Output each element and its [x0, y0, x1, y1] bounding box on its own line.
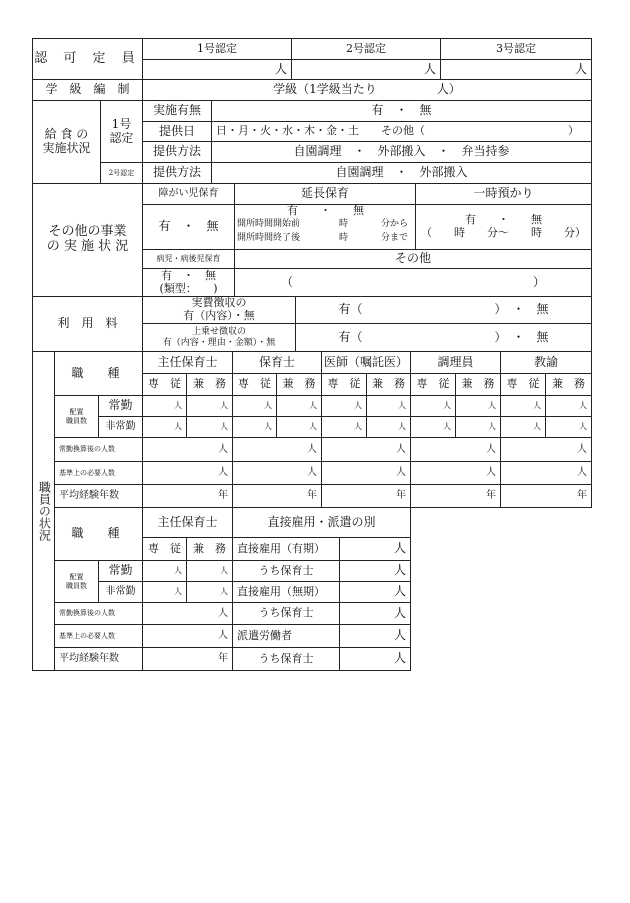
temporary-care-detail — [415, 204, 592, 250]
employment-count-3: 人 — [339, 581, 411, 603]
meal-label — [32, 100, 101, 184]
role-3-full: 専 従 — [321, 373, 367, 396]
sick-care-value-line2: (類型： ) — [159, 281, 218, 295]
role-3-regular-full: 人 — [321, 395, 367, 417]
other-label-2: その他 — [234, 249, 592, 269]
extended-until: 分まで — [381, 233, 409, 243]
role-2-avg-years: 年 — [232, 484, 322, 508]
meal-method-label-1: 提供方法 — [142, 141, 212, 163]
chief-converted: 人 — [142, 602, 233, 625]
capacity-count-3: 人 — [440, 59, 592, 80]
employment-count-1: 人 — [339, 537, 411, 561]
required-label-2: 基準上の必要人数 — [54, 624, 143, 648]
meal-method-value-2: 自園調理 ・ 外部搬入 — [211, 162, 592, 184]
grade-value: 学級（1学級当たり 人） — [142, 79, 592, 101]
role-1-avg-years: 年 — [142, 484, 233, 508]
chief-nonregular-full: 人 — [142, 581, 187, 603]
fee-extra-label — [142, 323, 296, 352]
other-label — [32, 183, 143, 297]
chief-regular-full: 人 — [142, 560, 187, 582]
other-label-line2: の 実 施 状 況 — [46, 239, 129, 254]
role-5-regular-part: 人 — [545, 395, 592, 417]
avg-years-label-2: 平均経験年数 — [54, 647, 143, 671]
regular-label-2: 常勤 — [98, 560, 143, 582]
temporary-care-detail-line1: 有 ・ 無 — [465, 213, 542, 227]
role-4-nonregular-part: 人 — [455, 416, 501, 438]
role-2-regular-full: 人 — [232, 395, 277, 417]
role-1-regular-part: 人 — [186, 395, 233, 417]
meal-label-line1: 給 食 の — [44, 127, 89, 142]
fee-actual-label — [142, 296, 296, 324]
role-3-nonregular-full: 人 — [321, 416, 367, 438]
role-5-full: 専 従 — [500, 373, 546, 396]
employment-row-6: うち保育士 — [232, 647, 340, 671]
avg-years-label: 平均経験年数 — [54, 484, 143, 508]
temporary-care-detail-line2: （ 時 分～ 時 分） — [421, 226, 586, 239]
assigned-label-line1: 配置 — [69, 408, 84, 417]
sick-care-label: 病児・病後児保育 — [142, 249, 235, 269]
role-1-regular-full: 人 — [142, 395, 187, 417]
extended-care-detail — [234, 204, 416, 250]
employment-row-3: 直接雇用（無期） — [232, 581, 340, 603]
role-2-required: 人 — [232, 461, 322, 485]
role-4-regular-part: 人 — [455, 395, 501, 417]
extended-before: 開所時間開始前 — [237, 219, 301, 229]
role-5: 教諭 — [500, 351, 592, 374]
extended-from: 分から — [381, 219, 409, 229]
role-3-required: 人 — [321, 461, 411, 485]
staff-section-label: 職員の状況 — [32, 351, 55, 671]
other-label-line1: その他の事業 — [48, 224, 127, 240]
role-1: 主任保育士 — [142, 351, 233, 374]
role-5-regular-full: 人 — [500, 395, 546, 417]
capacity-type-3: 3号認定 — [440, 38, 592, 60]
role-5-converted: 人 — [500, 437, 592, 462]
role-5-part: 兼 務 — [545, 373, 592, 396]
assigned-label-2-line2: 職員数 — [66, 581, 87, 590]
employment-count-5: 人 — [339, 624, 411, 648]
regular-label: 常勤 — [98, 395, 143, 417]
role-3: 医師（嘱託医） — [321, 351, 411, 374]
temporary-care-label: 一時預かり — [415, 183, 592, 205]
meal-label-line2: 実施状況 — [42, 141, 91, 155]
role-4-converted: 人 — [410, 437, 501, 462]
fee-extra-label-line2: 有（内容・理由・金額）・無 — [162, 337, 276, 348]
capacity-count-1: 人 — [142, 59, 292, 80]
role-3-nonregular-part: 人 — [366, 416, 411, 438]
assigned-label-line2: 職員数 — [66, 416, 87, 425]
capacity-type-2: 2号認定 — [291, 38, 441, 60]
fee-extra-value: 有（ ） ・ 無 — [295, 323, 592, 352]
role-4-regular-full: 人 — [410, 395, 456, 417]
required-label: 基準上の必要人数 — [54, 461, 143, 485]
role-1-converted: 人 — [142, 437, 233, 462]
role-4-full: 専 従 — [410, 373, 456, 396]
meal-days-value: 日・月・火・水・木・金・土 その他（ ） — [211, 121, 592, 142]
chief-nonregular-part: 人 — [186, 581, 233, 603]
role-2-regular-part: 人 — [276, 395, 322, 417]
meal-method-value-1: 自園調理 ・ 外部搬入 ・ 弁当持参 — [211, 141, 592, 163]
converted-label: 常勤換算後の人数 — [54, 437, 143, 462]
role-5-nonregular-part: 人 — [545, 416, 592, 438]
role-1-full: 専 従 — [142, 373, 187, 396]
meal-type1-line1: 1号 — [111, 116, 132, 131]
meal-days-label: 提供日 — [142, 121, 212, 142]
role-5-nonregular-full: 人 — [500, 416, 546, 438]
converted-label-2: 常勤換算後の人数 — [54, 602, 143, 625]
role-4-required: 人 — [410, 461, 501, 485]
job-type-label: 職 種 — [54, 351, 143, 396]
role-4: 調理員 — [410, 351, 501, 374]
employment-count-2: 人 — [339, 560, 411, 582]
sick-care-value-line1: 有 ・ 無 — [161, 268, 216, 282]
role-4-part: 兼 務 — [455, 373, 501, 396]
extended-yes-no: 有 ・ 無 — [287, 204, 364, 217]
chief-full: 専 従 — [142, 537, 187, 561]
capacity-type-1: 1号認定 — [142, 38, 292, 60]
extended-care-label: 延長保育 — [234, 183, 416, 205]
employment-row-5: 派遣労働者 — [232, 624, 340, 648]
role-1-part: 兼 務 — [186, 373, 233, 396]
meal-method-label-2: 提供方法 — [142, 162, 212, 184]
nonregular-label-2: 非常勤 — [98, 581, 143, 603]
role-5-avg-years: 年 — [500, 484, 592, 508]
role-3-regular-part: 人 — [366, 395, 411, 417]
disabled-care-label: 障がい児保育 — [142, 183, 235, 205]
fee-actual-label-line2: 有（内容）・無 — [183, 309, 255, 322]
chief-regular-part: 人 — [186, 560, 233, 582]
role-3-part: 兼 務 — [366, 373, 411, 396]
assigned-label — [54, 395, 99, 438]
role-2-part: 兼 務 — [276, 373, 322, 396]
role-1-nonregular-part: 人 — [186, 416, 233, 438]
assigned-label-2-line1: 配置 — [69, 573, 84, 582]
employment-count-4: 人 — [339, 602, 411, 625]
employment-row-1: 直接雇用（有期） — [232, 537, 340, 561]
employment-row-4: うち保育士 — [232, 602, 340, 625]
role-2: 保育士 — [232, 351, 322, 374]
role-2-nonregular-part: 人 — [276, 416, 322, 438]
other-value: （ ） — [234, 268, 592, 297]
role-5-required: 人 — [500, 461, 592, 485]
fee-extra-label-line1: 上乗せ徴収の — [191, 327, 246, 338]
role-2-nonregular-full: 人 — [232, 416, 277, 438]
chief-role: 主任保育士 — [142, 507, 233, 538]
role-2-converted: 人 — [232, 437, 322, 462]
meal-impl-label: 実施有無 — [142, 100, 212, 122]
role-1-nonregular-full: 人 — [142, 416, 187, 438]
role-3-avg-years: 年 — [321, 484, 411, 508]
meal-impl-value: 有 ・ 無 — [211, 100, 592, 122]
meal-type1 — [100, 100, 143, 163]
meal-type1-line2: 認定 — [109, 130, 134, 145]
role-2-full: 専 従 — [232, 373, 277, 396]
chief-required: 人 — [142, 624, 233, 648]
extended-before-hour: 時 — [339, 219, 349, 229]
role-4-avg-years: 年 — [410, 484, 501, 508]
employment-row-2: うち保育士 — [232, 560, 340, 582]
disabled-care-value: 有 ・ 無 — [142, 204, 235, 250]
grade-label: 学 級 編 制 — [32, 79, 143, 101]
chief-avg-years: 年 — [142, 647, 233, 671]
extended-after-hour: 時 — [339, 233, 349, 243]
fee-actual-label-line1: 実費徴収の — [191, 296, 247, 310]
chief-part: 兼 務 — [186, 537, 233, 561]
fee-label: 利 用 料 — [32, 296, 143, 352]
employment-type-label: 直接雇用・派遣の別 — [232, 507, 411, 538]
role-1-required: 人 — [142, 461, 233, 485]
extended-after: 開所時間終了後 — [237, 233, 301, 243]
role-3-converted: 人 — [321, 437, 411, 462]
role-4-nonregular-full: 人 — [410, 416, 456, 438]
nonregular-label: 非常勤 — [98, 416, 143, 438]
sick-care-value — [142, 268, 235, 297]
meal-type2: 2号認定 — [100, 162, 143, 184]
capacity-label: 認 可 定 員 — [32, 38, 143, 80]
employment-count-6: 人 — [339, 647, 411, 671]
job-type-label-2: 職 種 — [54, 507, 143, 561]
fee-actual-value: 有（ ） ・ 無 — [295, 296, 592, 324]
capacity-count-2: 人 — [291, 59, 441, 80]
assigned-label-2 — [54, 560, 99, 603]
